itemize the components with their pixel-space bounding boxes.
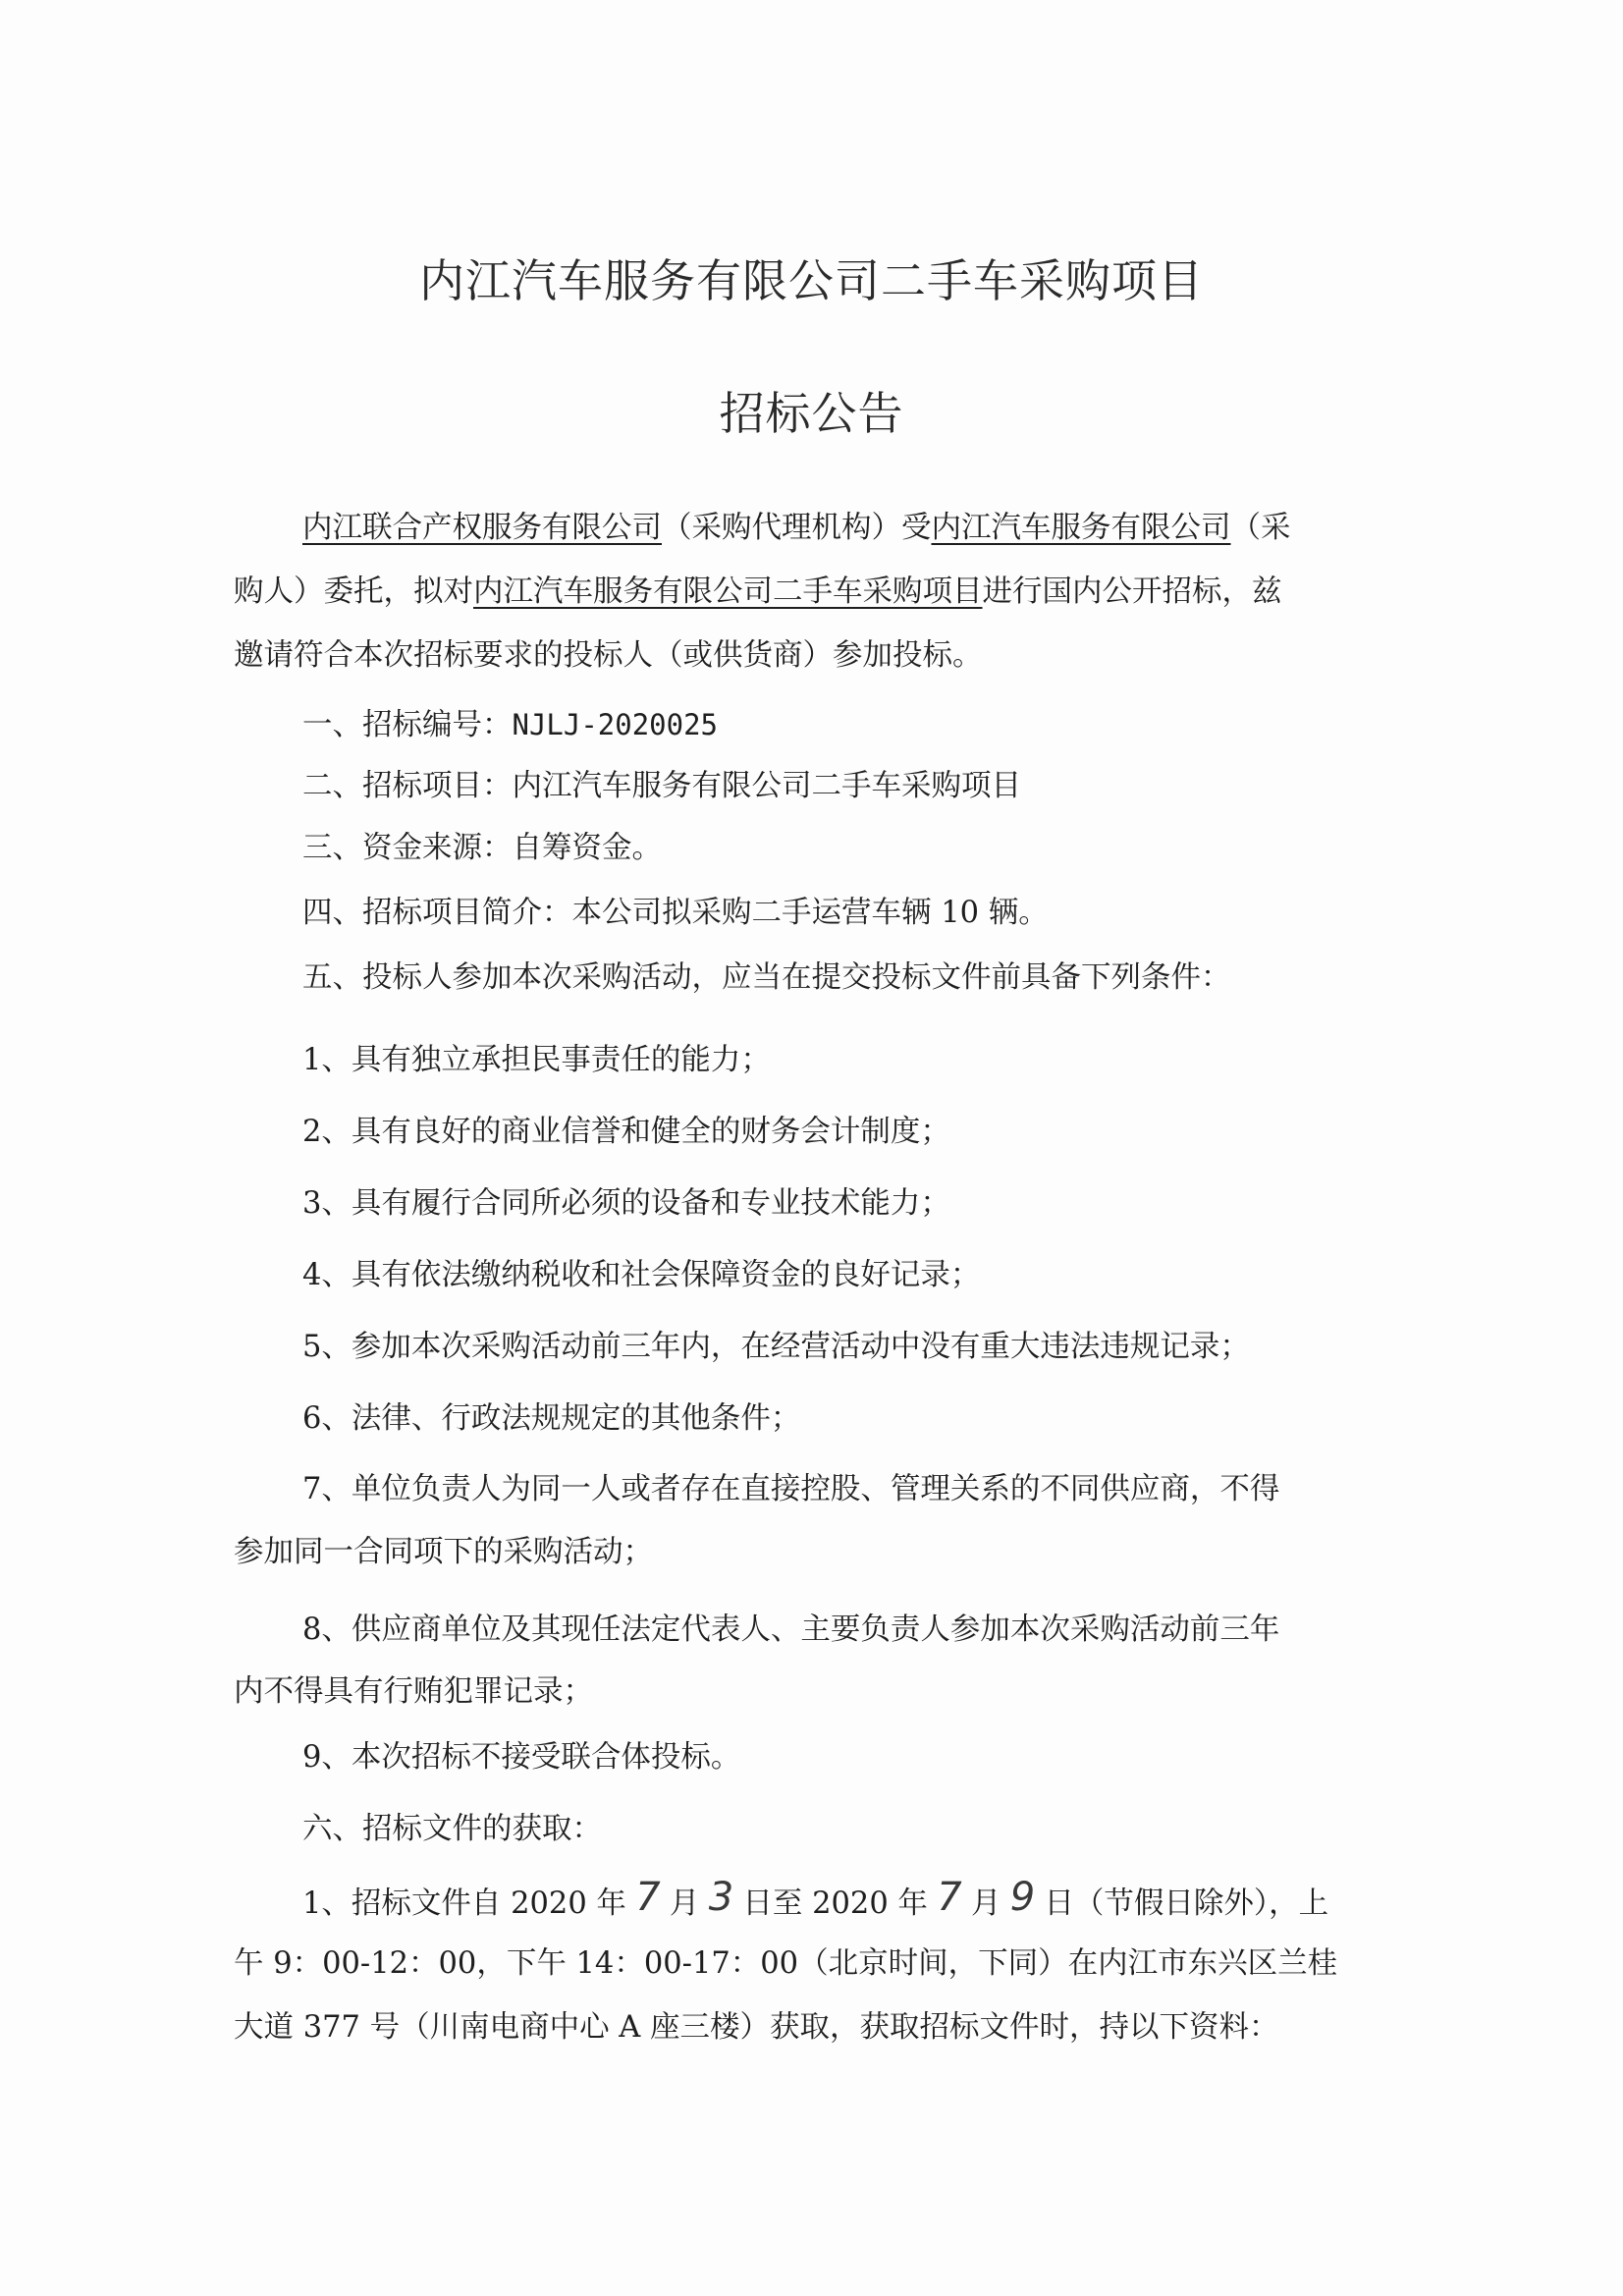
condition-item: 2、具有良好的商业信誉和健全的财务会计制度； <box>302 1115 950 1149</box>
document-subtitle: 招标公告 <box>719 387 904 440</box>
purchaser-name: 内江汽车服务有限公司 <box>931 511 1231 545</box>
handwritten-start-month: 7 <box>635 1875 661 1920</box>
handwritten-end-day: 9 <box>1009 1875 1036 1920</box>
acquisition-text: 月 <box>970 1886 1001 1921</box>
agency-name: 内江联合产权服务有限公司 <box>302 511 662 545</box>
acquisition-text: 日至 2020 年 <box>742 1886 928 1921</box>
intro-text: （采 <box>1230 511 1291 545</box>
acquisition-text: 日（节假日除外），上 <box>1044 1886 1329 1921</box>
section-label: 一、招标编号： <box>302 708 513 742</box>
section-tender-number <box>302 705 1441 745</box>
handwritten-end-month: 7 <box>937 1875 962 1920</box>
intro-paragraph-line-1 <box>302 509 1441 548</box>
condition-item: 8、供应商单位及其现任法定代表人、主要负责人参加本次采购活动前三年 <box>302 1613 1280 1647</box>
condition-item: 3、具有履行合同所必须的设备和专业技术能力； <box>302 1186 950 1221</box>
section-project-summary: 四、招标项目简介：本公司拟采购二手运营车辆 10 辆。 <box>302 896 1049 930</box>
acquisition-text: 月 <box>669 1886 700 1921</box>
handwritten-start-day: 3 <box>708 1875 734 1920</box>
condition-item: 6、法律、行政法规规定的其他条件； <box>302 1401 801 1436</box>
acquisition-text: 1、招标文件自 2020 年 <box>302 1886 626 1921</box>
intro-text: 购人）委托，拟对 <box>234 574 473 609</box>
condition-item: 7、单位负责人为同一人或者存在直接控股、管理关系的不同供应商，不得 <box>302 1472 1280 1506</box>
section-tender-project: 二、招标项目：内江汽车服务有限公司二手车采购项目 <box>302 769 1021 803</box>
condition-item-continued: 内不得具有行贿犯罪记录； <box>234 1674 593 1709</box>
condition-item: 4、具有依法缴纳税收和社会保障资金的良好记录； <box>302 1258 981 1292</box>
condition-item: 9、本次招标不接受联合体投标。 <box>302 1740 741 1775</box>
acquisition-paragraph-line-3: 大道 377 号（川南电商中心 A 座三楼）获取，获取招标文件时，持以下资料： <box>234 2010 1279 2045</box>
tender-number: NJLJ-2020025 <box>512 708 719 741</box>
acquisition-paragraph-line-1 <box>302 1875 1441 1924</box>
document-title: 内江汽车服务有限公司二手车采购项目 <box>419 254 1204 307</box>
intro-text: 进行国内公开招标，兹 <box>982 574 1282 609</box>
intro-paragraph-line-3: 邀请符合本次招标要求的投标人（或供货商）参加投标。 <box>234 638 983 673</box>
section-bidder-requirements: 五、投标人参加本次采购活动，应当在提交投标文件前具备下列条件： <box>302 960 1231 995</box>
project-name: 内江汽车服务有限公司二手车采购项目 <box>473 574 983 609</box>
section-document-acquisition: 六、招标文件的获取： <box>302 1812 602 1846</box>
intro-text: （采购代理机构）受 <box>662 511 932 545</box>
condition-item: 5、参加本次采购活动前三年内，在经营活动中没有重大违法违规记录； <box>302 1330 1250 1364</box>
section-fund-source: 三、资金来源：自筹资金。 <box>302 831 662 865</box>
acquisition-paragraph-line-2: 午 9：00-12：00，下午 14：00-17：00（北京时间，下同）在内江市东兴区兰桂 <box>234 1946 1338 1981</box>
condition-item-continued: 参加同一合同项下的采购活动； <box>234 1535 653 1569</box>
intro-paragraph-line-2 <box>234 573 1373 612</box>
condition-item: 1、具有独立承担民事责任的能力； <box>302 1043 771 1077</box>
